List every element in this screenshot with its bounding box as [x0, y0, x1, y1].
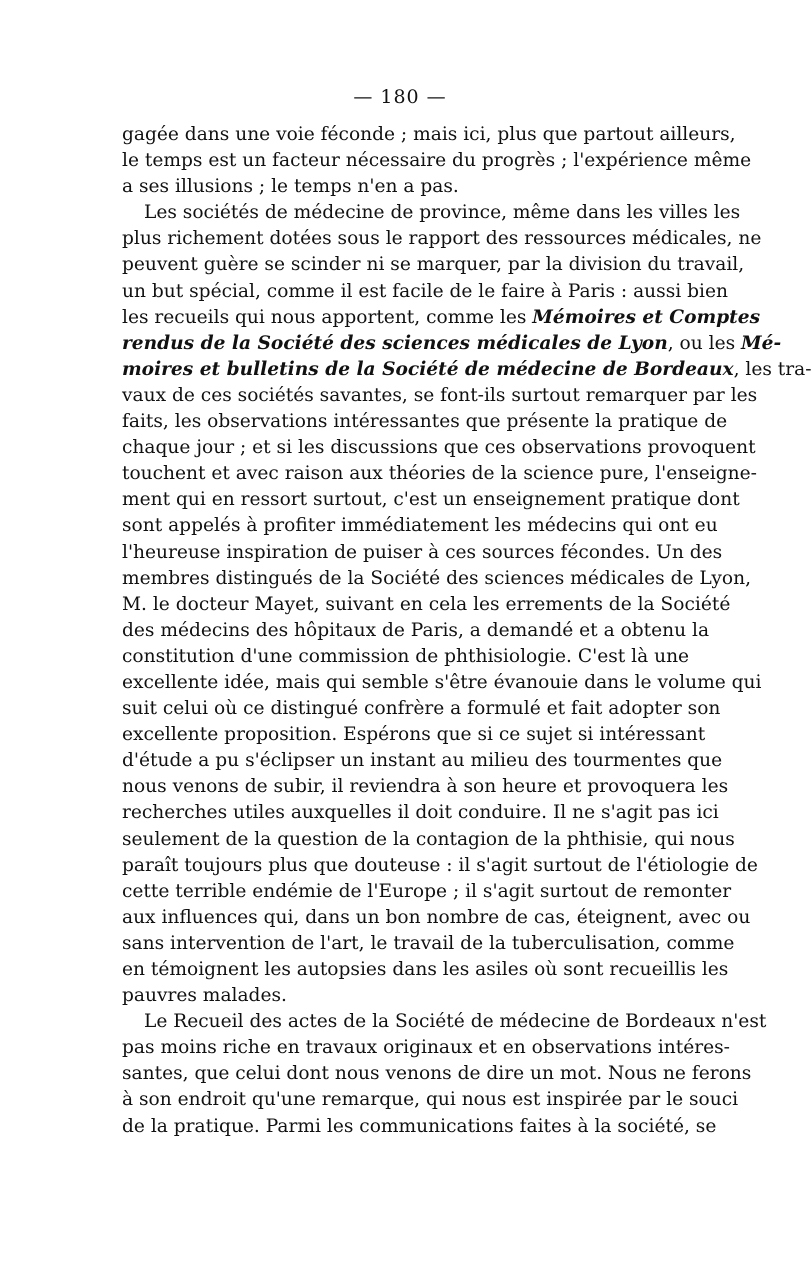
italic-title: moires et bulletins de la Société de médecine de Bordeaux — [122, 358, 734, 380]
text-line: en témoignent les autopsies dans les asiles où sont recueillis les — [122, 959, 729, 980]
italic-title: Mémoires et Comptes — [532, 306, 761, 328]
text-line — [122, 305, 761, 331]
text-line: à son endroit qu'une remarque, qui nous est inspirée par le souci — [122, 1089, 739, 1111]
text-line: membres distingués de la Société des sciences médicales de Lyon, — [122, 567, 751, 589]
text-segment: , les tra- — [733, 358, 812, 380]
text-segment: les recueils qui nous apportent, comme les — [122, 306, 533, 328]
text-line: Les sociétés de médecine de province, même dans les villes les — [144, 202, 741, 224]
italic-title: rendus de la Société des sciences médicales de Lyon — [122, 332, 668, 354]
text-line: sont appelés à profiter immédiatement les médecins qui ont eu — [122, 515, 718, 537]
text-line: constitution d'une commission de phthisiologie. C'est là une — [122, 645, 690, 667]
text-line: touchent et avec raison aux théories de la science pure, l'enseigne- — [122, 463, 757, 485]
text-line: paraît toujours plus que douteuse : il s'agit surtout de l'étiologie de — [122, 854, 758, 876]
text-line — [122, 331, 782, 357]
text-line: gagée dans une voie féconde ; mais ici, plus que partout ailleurs, — [122, 124, 736, 145]
text-line: seulement de la question de la contagion de la phthisie, qui nous — [122, 828, 735, 850]
text-line: pauvres malades. — [122, 985, 287, 1007]
text-line: santes, que celui dont nous venons de dire un mot. Nous ne ferons — [122, 1063, 752, 1085]
text-line: cette terrible endémie de l'Europe ; il s'agit surtout de remonter — [122, 880, 732, 902]
italic-title: Mé- — [741, 332, 782, 354]
text-line: pas moins riche en travaux originaux et en observations intéres- — [122, 1037, 730, 1059]
text-line: nous venons de subir, il reviendra à son heure et provoquera les — [122, 776, 729, 798]
text-line: excellente proposition. Espérons que si ce sujet si intéressant — [122, 724, 706, 746]
text-line: peuvent guère se scinder ni se marquer, par la division du travail, — [122, 254, 745, 276]
text-line: suit celui où ce distingué confrère a formulé et fait adopter son — [122, 698, 721, 720]
paragraph-2 — [122, 200, 812, 1009]
text-line: plus richement dotées sous le rapport des ressources médicales, ne — [122, 228, 762, 250]
text-line: vaux de ces sociétés savantes, se font-ils surtout remarquer par les — [122, 384, 758, 406]
book-page — [122, 84, 812, 1140]
text-line: recherches utiles auxquelles il doit conduire. Il ne s'agit pas ici — [122, 802, 719, 824]
text-line: d'étude a pu s'éclipser un instant au milieu des tourmentes que — [122, 750, 723, 772]
text-line: l'heureuse inspiration de puiser à ces sources fécondes. Un des — [122, 541, 723, 563]
page-number: — 180 — — [353, 86, 447, 108]
paragraph-3 — [122, 1009, 767, 1139]
text-line: le temps est un facteur nécessaire du progrès ; l'expérience même — [122, 150, 752, 172]
text-segment: , ou les — [667, 332, 742, 354]
text-line: faits, les observations intéressantes que présente la pratique de — [122, 411, 728, 433]
paragraph-1 — [122, 122, 752, 200]
text-line: chaque jour ; et si les discussions que ces observations provoquent — [122, 437, 756, 459]
text-line: excellente idée, mais qui semble s'être évanouie dans le volume qui — [122, 671, 762, 693]
text-line: aux influences qui, dans un bon nombre de cas, éteignent, avec ou — [122, 906, 751, 928]
text-line: de la pratique. Parmi les communications faites à la société, se — [122, 1115, 717, 1137]
text-line: sans intervention de l'art, le travail de la tuberculisation, comme — [122, 932, 735, 954]
text-line: Le Recueil des actes de la Société de médecine de Bordeaux n'est — [144, 1011, 767, 1033]
text-line: ment qui en ressort surtout, c'est un enseignement pratique dont — [122, 489, 740, 511]
text-line: des médecins des hôpitaux de Paris, a demandé et a obtenu la — [122, 619, 710, 641]
text-line: a ses illusions ; le temps n'en a pas. — [122, 176, 459, 198]
text-line: un but spécial, comme il est facile de le faire à Paris : aussi bien — [122, 280, 728, 302]
text-line: M. le docteur Mayet, suivant en cela les errements de la Société — [122, 593, 731, 615]
text-line — [122, 357, 812, 383]
